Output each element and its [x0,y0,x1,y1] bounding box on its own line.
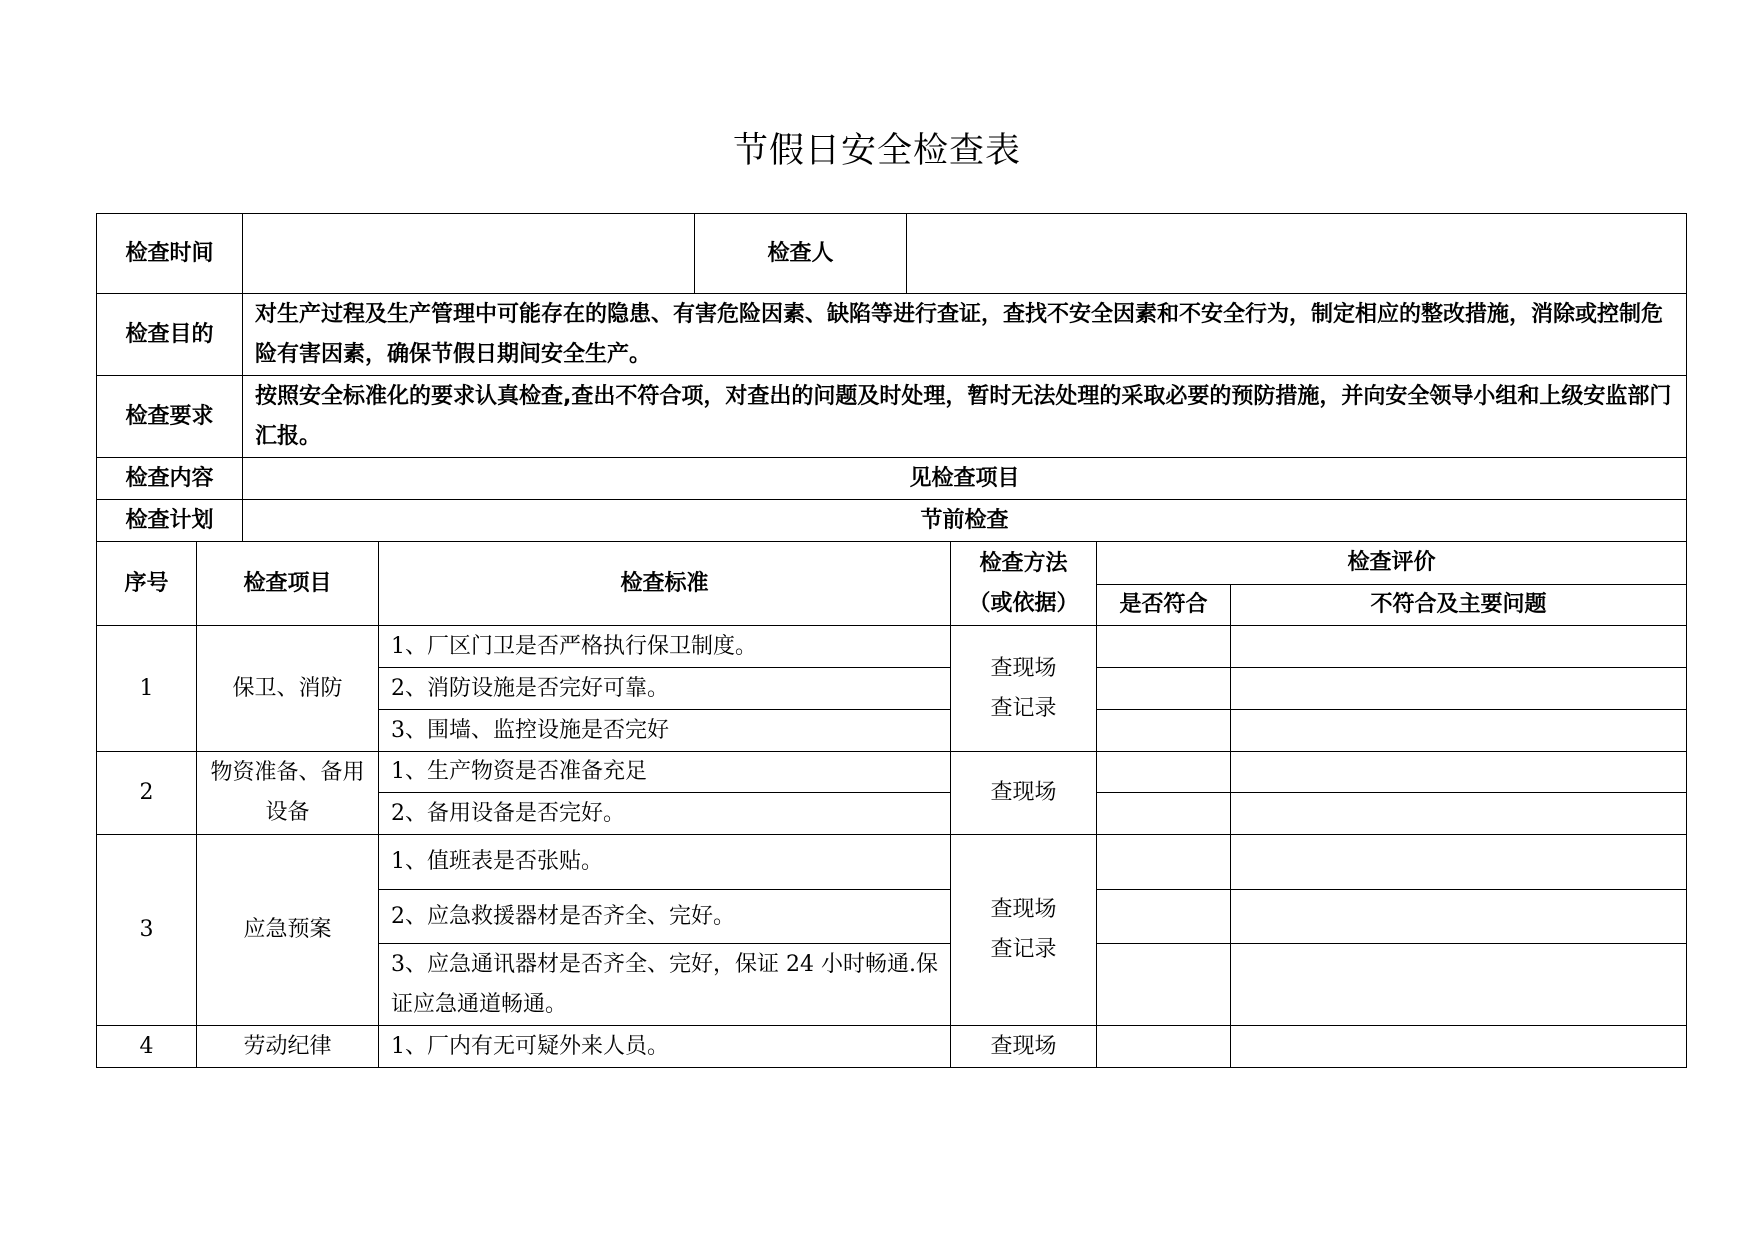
conform-cell[interactable] [1097,890,1231,944]
conform-cell[interactable] [1097,752,1231,793]
inspector-value-cell[interactable] [907,214,1687,294]
method-cell: 查现场 [951,1026,1097,1068]
method-cell: 查现场 查记录 [951,626,1097,752]
info-row-plan [97,500,1687,542]
header-issues: 不符合及主要问题 [1231,585,1687,626]
issues-cell[interactable] [1231,710,1687,752]
header-standard: 检查标准 [379,542,951,626]
header-method-line2: （或依据） [968,590,1079,616]
header-conform: 是否符合 [1097,585,1231,626]
header-item: 检查项目 [197,542,379,626]
header-method [951,542,1097,626]
purpose-label: 检查目的 [97,294,243,376]
issues-cell[interactable] [1231,944,1687,1026]
header-evaluation: 检查评价 [1097,542,1687,585]
issues-cell[interactable] [1231,1026,1687,1068]
plan-value: 节前检查 [243,500,1687,542]
item-cell: 物资准备、备用设备 [197,752,379,835]
conform-cell[interactable] [1097,944,1231,1026]
item-cell: 保卫、消防 [197,626,379,752]
issues-cell[interactable] [1231,668,1687,710]
standard-cell: 2、消防设施是否完好可靠。 [379,668,951,710]
requirement-label: 检查要求 [97,376,243,458]
standard-cell: 2、应急救援器材是否齐全、完好。 [379,890,951,944]
info-row-requirement [97,376,1687,458]
info-row-content [97,458,1687,500]
content-value: 见检查项目 [243,458,1687,500]
conform-cell[interactable] [1097,1026,1231,1068]
table-row [97,752,1687,793]
seq-cell: 2 [97,752,197,835]
table-row [97,1026,1687,1068]
info-row-purpose [97,294,1687,376]
header-row [97,542,1687,585]
conform-cell[interactable] [1097,835,1231,890]
info-row-time [97,214,1687,294]
conform-cell[interactable] [1097,793,1231,835]
purpose-text: 对生产过程及生产管理中可能存在的隐患、有害危险因素、缺陷等进行查证，查找不安全因素和不安全行为，制定相应的整改措施，消除或控制危险有害因素，确保节假日期间安全生产。 [243,294,1687,376]
inspector-label: 检查人 [695,214,907,294]
inspection-info-table [96,213,1687,542]
seq-cell: 3 [97,835,197,1026]
conform-cell[interactable] [1097,668,1231,710]
page-title: 节假日安全检查表 [732,131,1021,171]
seq-cell: 1 [97,626,197,752]
method-cell: 查现场 [951,752,1097,835]
standard-cell: 1、值班表是否张贴。 [379,835,951,890]
inspection-items-table [96,541,1687,1068]
issues-cell[interactable] [1231,626,1687,668]
table-row [97,835,1687,890]
issues-cell[interactable] [1231,835,1687,890]
standard-cell: 2、备用设备是否完好。 [379,793,951,835]
method-cell: 查现场 查记录 [951,835,1097,1026]
conform-cell[interactable] [1097,710,1231,752]
requirement-text: 按照安全标准化的要求认真检查,查出不符合项，对查出的问题及时处理，暂时无法处理的采取必要的预防措施，并向安全领导小组和上级安监部门汇报。 [243,376,1687,458]
time-value-cell[interactable] [243,214,695,294]
standard-cell: 1、厂区门卫是否严格执行保卫制度。 [379,626,951,668]
conform-cell[interactable] [1097,626,1231,668]
issues-cell[interactable] [1231,890,1687,944]
header-method-line1: 检查方法 [979,550,1068,576]
standard-cell: 1、厂内有无可疑外来人员。 [379,1026,951,1068]
item-cell: 劳动纪律 [197,1026,379,1068]
content-label: 检查内容 [97,458,243,500]
header-seq: 序号 [97,542,197,626]
seq-cell: 4 [97,1026,197,1068]
time-label: 检查时间 [97,214,243,294]
standard-cell: 3、围墙、监控设施是否完好 [379,710,951,752]
item-cell: 应急预案 [197,835,379,1026]
issues-cell[interactable] [1231,793,1687,835]
plan-label: 检查计划 [97,500,243,542]
standard-cell: 3、应急通讯器材是否齐全、完好，保证 24 小时畅通.保证应急通道畅通。 [379,944,951,1026]
table-row [97,626,1687,668]
standard-cell: 1、生产物资是否准备充足 [379,752,951,793]
issues-cell[interactable] [1231,752,1687,793]
